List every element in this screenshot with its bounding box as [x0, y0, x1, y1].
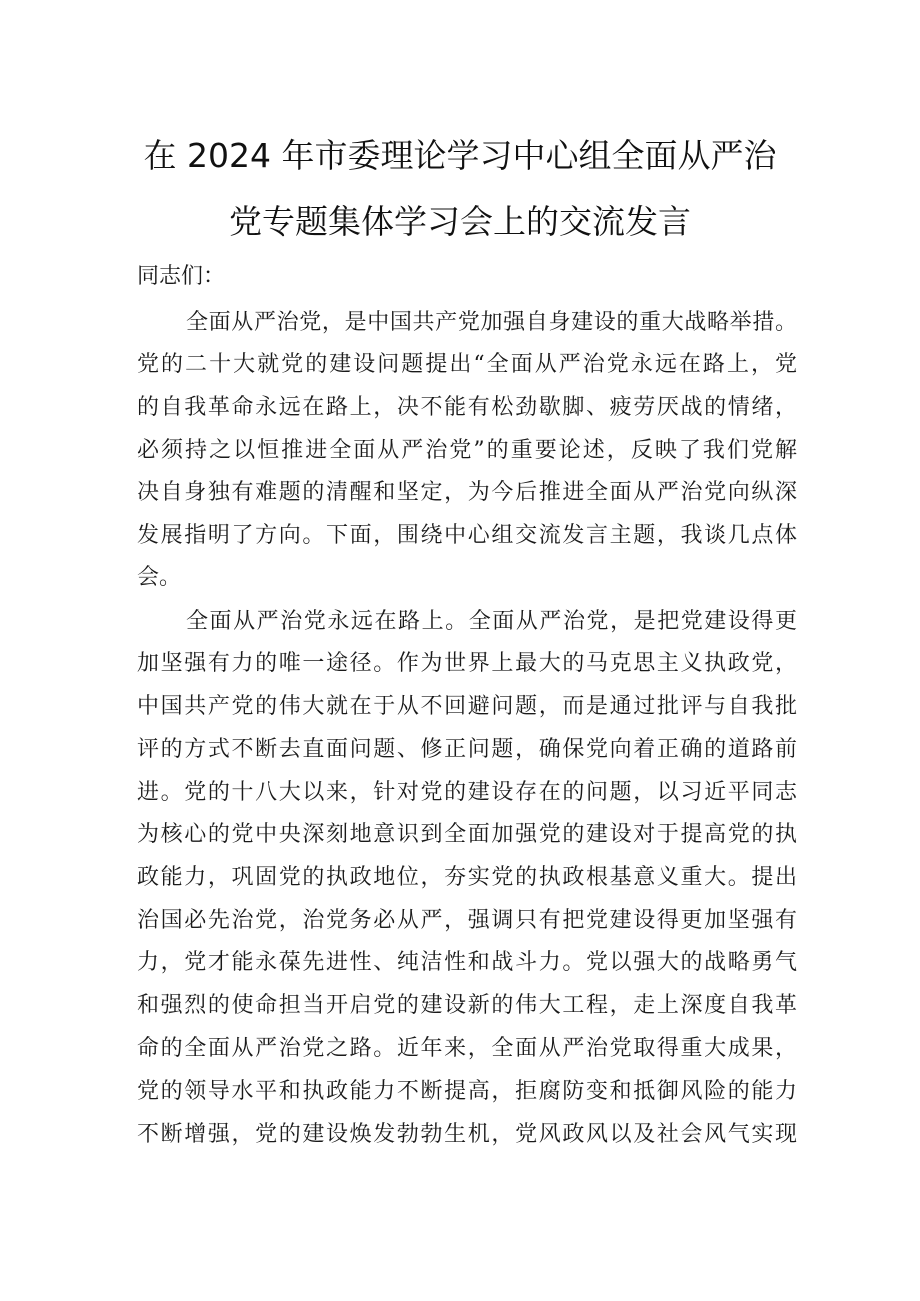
paragraph-1-line-1: 全面从严治党，是中国共产党加强自身建设的重大战略举措。 [186, 310, 797, 335]
paragraph-2-line-2: 加坚强有力的唯一途径。作为世界上最大的马克思主义执政党， [137, 651, 797, 676]
paragraph-1-line-4: 必须持之以恒推进全面从严治党”的重要论述，反映了我们党解 [137, 438, 797, 463]
paragraph-2-line-1: 全面从严治党永远在路上。全面从严治党，是把党建设得更 [186, 609, 797, 634]
paragraph-2-line-9: 力，党才能永葆先进性、纯洁性和战斗力。党以强大的战略勇气 [137, 950, 797, 975]
paragraph-1-line-3: 的自我革命永远在路上，决不能有松劲歇脚、疲劳厌战的情绪， [137, 395, 797, 420]
paragraph-2-line-7: 政能力，巩固党的执政地位，夯实党的执政根基意义重大。提出 [137, 865, 797, 890]
paragraph-2-line-13: 不断增强，党的建设焕发勃勃生机，党风政风以及社会风气实现 [137, 1122, 797, 1147]
paragraph-1-line-7: 会。 [137, 565, 182, 590]
paragraph-2-line-3: 中国共产党的伟大就在于从不回避问题，而是通过批评与自我批 [137, 694, 797, 719]
paragraph-2-line-11: 命的全面从严治党之路。近年来，全面从严治党取得重大成果， [137, 1036, 797, 1061]
document-title-line-1: 在 2024 年市委理论学习中心组全面从严治 [143, 136, 777, 175]
paragraph-2-line-4: 评的方式不断去直面问题、修正问题，确保党向着正确的道路前 [137, 737, 797, 762]
paragraph-2-line-6: 为核心的党中央深刻地意识到全面加强党的建设对于提高党的执 [137, 822, 797, 847]
greeting: 同志们： [137, 264, 226, 289]
document-title-line-2: 党专题集体学习会上的交流发言 [229, 202, 691, 241]
paragraph-2-line-8: 治国必先治党，治党务必从严，强调只有把党建设得更加坚强有 [137, 908, 797, 933]
paragraph-2-line-5: 进。党的十八大以来，针对党的建设存在的问题，以习近平同志 [137, 780, 797, 805]
paragraph-1-line-6: 发展指明了方向。下面，围绕中心组交流发言主题，我谈几点体 [137, 523, 797, 548]
paragraph-1-line-5: 决自身独有难题的清醒和坚定，为今后推进全面从严治党向纵深 [137, 480, 797, 505]
paragraph-2-line-12: 党的领导水平和执政能力不断提高，拒腐防变和抵御风险的能力 [137, 1079, 797, 1104]
paragraph-2-line-10: 和强烈的使命担当开启党的建设新的伟大工程，走上深度自我革 [137, 993, 797, 1018]
paragraph-1-line-2: 党的二十大就党的建设问题提出“全面从严治党永远在路上，党 [137, 352, 797, 377]
